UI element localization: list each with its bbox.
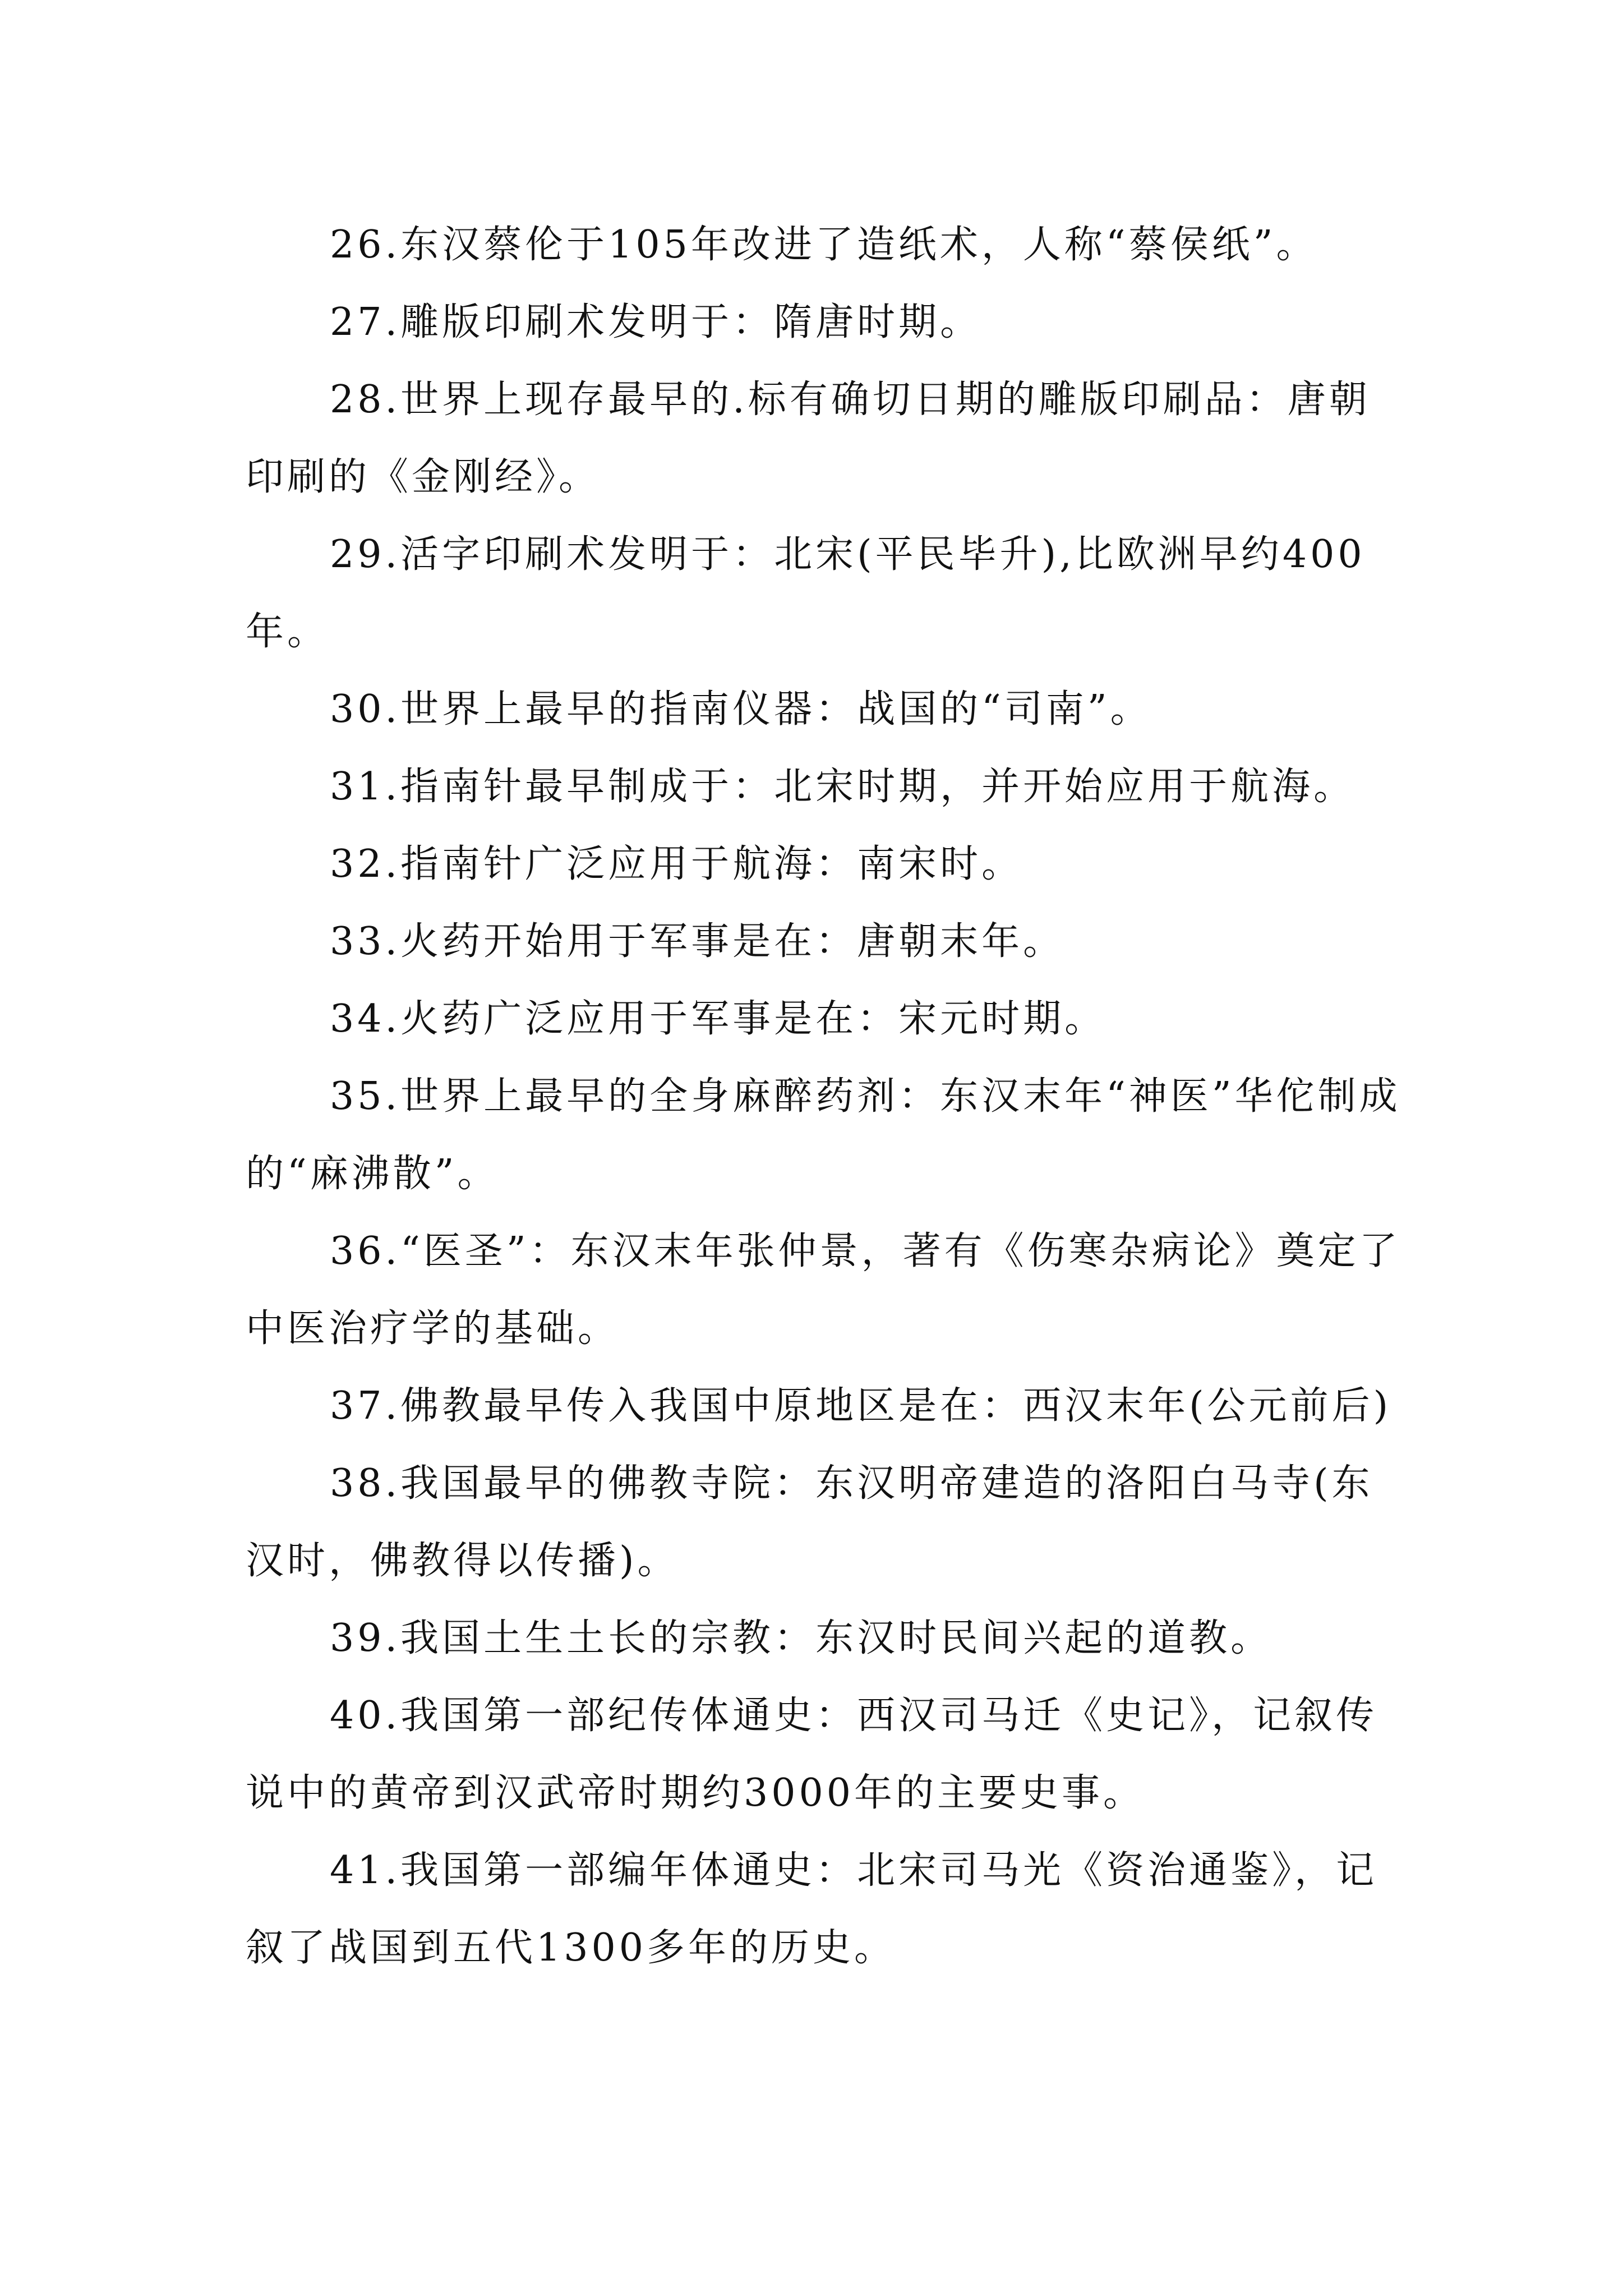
paragraph-item-40: 40.我国第一部纪传体通史：西汉司马迁《史记》，记叙传说中的黄帝到汉武帝时期约3000年的主要史事。 <box>246 1694 1378 1815</box>
paragraph-item-33: 33.火药开始用于军事是在：唐朝末年。 <box>330 919 1065 964</box>
paragraph-item-27: 27.雕版印刷术发明于：隋唐时期。 <box>330 300 982 344</box>
paragraph-item-30: 30.世界上最早的指南仪器：战国的“司南”。 <box>330 687 1152 731</box>
paragraph-item-39: 39.我国土生土长的宗教：东汉时民间兴起的道教。 <box>330 1616 1272 1660</box>
paragraph-item-28: 28.世界上现存最早的.标有确切日期的雕版印刷品：唐朝印刷的《金刚经》。 <box>246 378 1371 499</box>
paragraph-item-29: 29.活字印刷术发明于：北宋(平民毕升),比欧洲早约400年。 <box>246 532 1366 654</box>
paragraph-item-36: 36.“医圣”：东汉末年张仲景，著有《伤寒杂病论》奠定了中医治疗学的基础。 <box>246 1229 1401 1351</box>
paragraph-item-41: 41.我国第一部编年体通史：北宋司马光《资治通鉴》，记叙了战国到五代1300多年的历史。 <box>246 1848 1378 1970</box>
paragraph-item-35: 35.世界上最早的全身麻醉药剂：东汉末年“神医”华佗制成的“麻沸散”。 <box>246 1074 1401 1196</box>
paragraph-item-38: 38.我国最早的佛教寺院：东汉明帝建造的洛阳白马寺(东汉时，佛教得以传播)。 <box>246 1461 1373 1583</box>
paragraph-item-32: 32.指南针广泛应用于航海：南宋时。 <box>330 842 1023 886</box>
paragraph-item-37: 37.佛教最早传入我国中原地区是在：西汉末年(公元前后) <box>330 1384 1392 1428</box>
document-body <box>246 206 1401 1987</box>
paragraph-item-34: 34.火药广泛应用于军事是在：宋元时期。 <box>330 997 1106 1041</box>
paragraph-item-26: 26.东汉蔡伦于105年改进了造纸术，人称“蔡侯纸”。 <box>330 223 1318 267</box>
paragraph-item-31: 31.指南针最早制成于：北宋时期，并开始应用于航海。 <box>330 765 1355 809</box>
